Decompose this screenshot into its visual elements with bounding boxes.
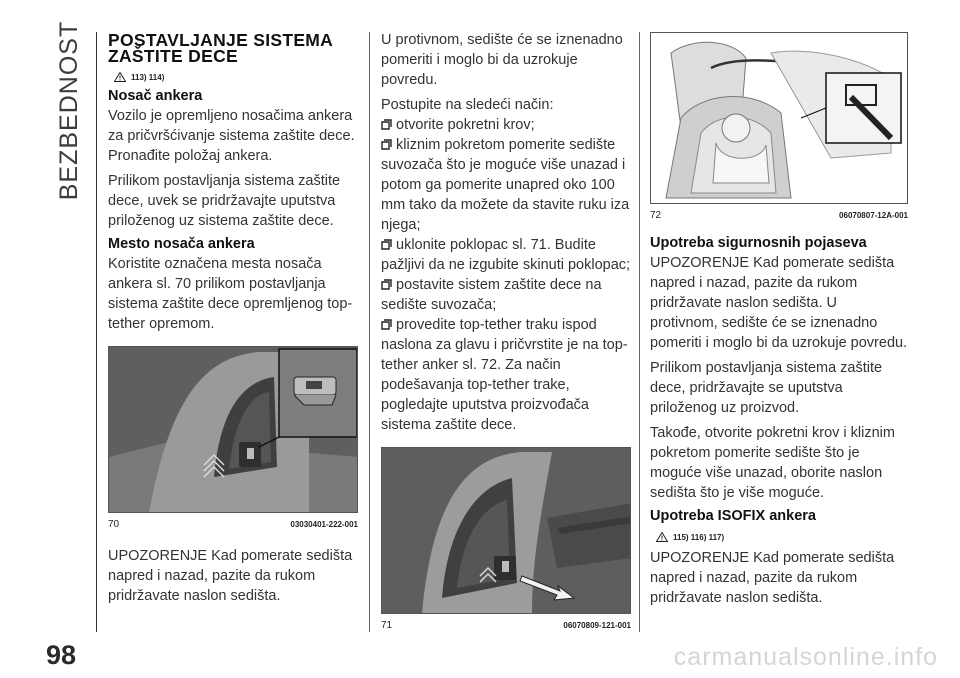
paragraph: Postupite na sledeći način: <box>381 97 554 113</box>
figure-code: 06070807-12A-001 <box>839 211 908 220</box>
figure-72 <box>650 32 908 221</box>
checkbox-bullet-icon <box>381 278 392 290</box>
heading-mesto-nosaca: Mesto nosača ankera <box>108 236 255 252</box>
step-text: otvorite pokretni krov; <box>396 117 535 133</box>
figure-code: 03030401-222-001 <box>290 520 358 529</box>
side-divider <box>96 32 97 632</box>
step-item <box>381 235 631 275</box>
heading-isofix: Upotreba ISOFIX ankera <box>650 508 816 524</box>
heading-nosac-ankera: Nosač ankera <box>108 88 203 104</box>
paragraph: Prilikom postavljanja sistema zaštite dece, uvek se pridržavajte uputstva priloženog uz sistema zaštite dece. <box>108 173 341 229</box>
paragraph: Koristite označena mesta nosača ankera sl. 70 prilikom postavljanja sistema zaštite dece opremljenog top-tether opremom. <box>108 256 353 332</box>
figure-70 <box>108 346 358 530</box>
figure-70-image <box>108 346 358 513</box>
step-text: uklonite poklopac sl. 71. Budite pažljivi da ne izgubite skinuti poklopac; <box>381 237 631 273</box>
column-3 <box>650 32 908 613</box>
step-item <box>381 315 631 435</box>
paragraph: U protivnom, sedište će se iznenadno pomeriti i moglo bi da uzrokuje povredu. <box>381 32 623 88</box>
anchor-location-illustration <box>109 347 358 512</box>
warning-triangle-icon <box>656 532 668 542</box>
paragraph-warning: UPOZORENJE Kad pomerate sedišta napred i nazad, pazite da rukom pridržavate naslon sedišta. U protivnom, sedište će se iznenadno pomeriti i moglo bi da uzrokuje povredu. <box>650 255 908 351</box>
step-item <box>381 115 631 135</box>
step-text: postavite sistem zaštite dece na sedište suvozača; <box>381 277 602 313</box>
figure-number: 72 <box>650 210 662 221</box>
figure-number: 71 <box>381 620 393 631</box>
top-tether-illustration <box>651 33 908 203</box>
watermark: carmanualsonline.info <box>673 643 938 671</box>
step-item <box>381 275 631 315</box>
warning-refs-text: 115) 116) 117) <box>673 532 725 542</box>
warning-references <box>114 72 358 82</box>
paragraph: Takođe, otvorite pokretni krov i kliznim pokretom pomerite sedište što je moguće više unazad, oborite naslon sedišta što je više moguće. <box>650 425 895 501</box>
checkbox-bullet-icon <box>381 238 392 250</box>
step-item <box>381 135 631 235</box>
checkbox-bullet-icon <box>381 138 392 150</box>
column-1 <box>108 32 358 611</box>
column-divider-1 <box>369 32 370 632</box>
figure-71 <box>381 447 631 631</box>
column-divider-2 <box>639 32 640 632</box>
checkbox-bullet-icon <box>381 318 392 330</box>
warning-triangle-icon <box>114 72 126 82</box>
paragraph-warning: UPOZORENJE Kad pomerate sedišta napred i nazad, pazite da rukom pridržavate naslon sedišta. <box>108 548 353 604</box>
steps-list <box>381 115 631 435</box>
column-2 <box>381 30 631 631</box>
paragraph: Prilikom postavljanja sistema zaštite dece, pridržavajte se uputstva priloženog uz proizvod. <box>650 360 883 416</box>
step-text: kliznim pokretom pomerite sedište suvozača što je moguće više unazad i potom ga pomerite unapred oko 100 mm tako da možete da stavite ruku iza njega; <box>381 137 630 233</box>
figure-code: 06070809-121-001 <box>563 621 631 630</box>
figure-number: 70 <box>108 519 120 530</box>
warning-refs-text: 113) 114) <box>131 72 165 82</box>
section-title: POSTAVLJANJE SISTEMA ZAŠTITE DECE <box>108 30 333 66</box>
figure-71-image <box>381 447 631 614</box>
section-side-tab <box>40 20 100 200</box>
heading-sigurnosni-pojasevi: Upotreba sigurnosnih pojaseva <box>650 235 867 251</box>
page-number: 98 <box>46 640 77 670</box>
warning-references <box>656 532 908 542</box>
checkbox-bullet-icon <box>381 118 392 130</box>
cover-removal-illustration <box>382 448 631 613</box>
section-name: BEZBEDNOST <box>55 20 84 200</box>
paragraph: Vozilo je opremljeno nosačima ankera za pričvršćivanje sistema zaštite dece. Pronađite položaj ankera. <box>108 108 355 164</box>
paragraph-warning: UPOZORENJE Kad pomerate sedišta napred i nazad, pazite da rukom pridržavate naslon sedišta. <box>650 550 895 606</box>
step-text: provedite top-tether traku ispod naslona za glavu i pričvrstite je na top-tether anker sl. 72. Za način podešavanja top-tether trake, pogledajte uputstva proizvođača sistema zaštite dece. <box>381 317 628 433</box>
figure-72-image <box>650 32 908 204</box>
